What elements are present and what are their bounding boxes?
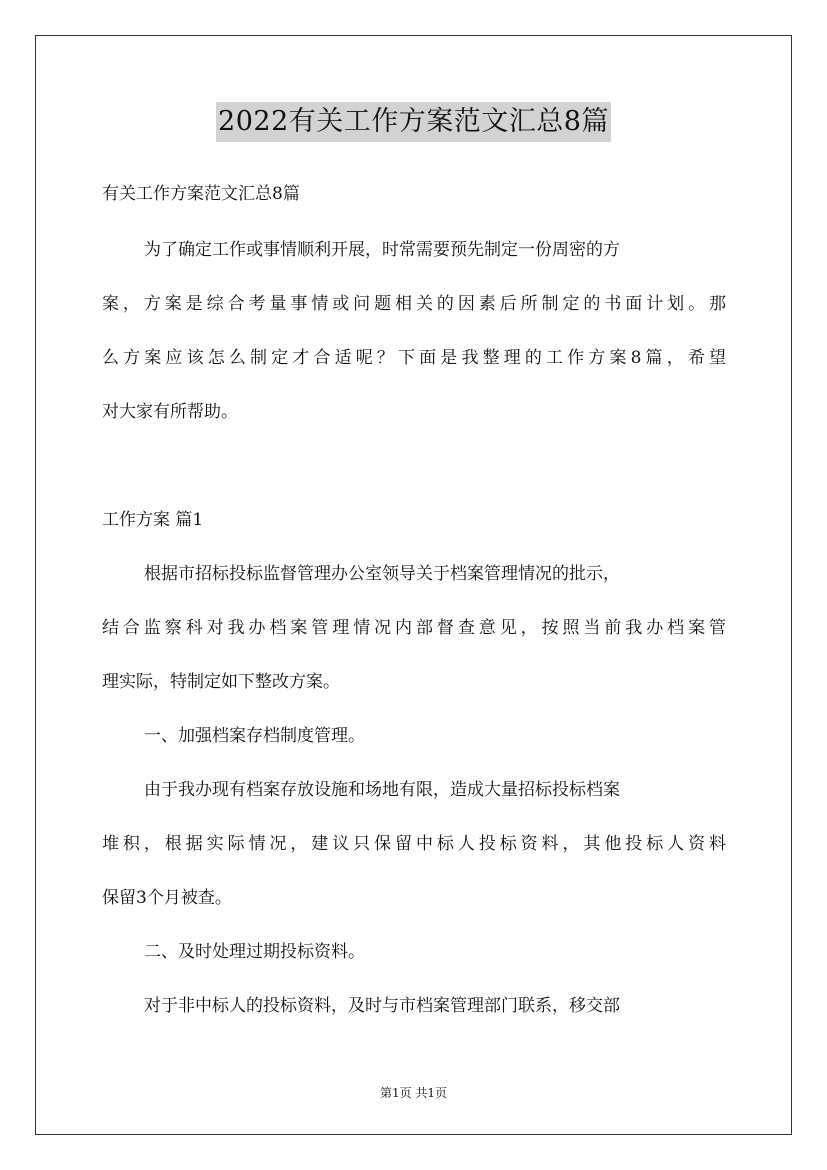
intro-line-1: 为了确定工作或事情顺利开展，时常需要预先制定一份周密的方 <box>144 240 620 260</box>
document-subtitle: 有关工作方案范文汇总8篇 <box>102 184 300 204</box>
body-line-1: 根据市招标投标监督管理办公室领导关于档案管理情况的批示， <box>144 564 620 584</box>
document-title: 2022有关工作方案范文汇总8篇 <box>216 102 611 142</box>
intro-line-3: 么方案应该怎么制定才合适呢？下面是我整理的工作方案8篇，希望 <box>102 348 726 368</box>
title-container <box>0 102 827 142</box>
body-line-5: 由于我办现有档案存放设施和场地有限，造成大量招标投标档案 <box>144 780 620 800</box>
intro-line-4: 对大家有所帮助。 <box>102 402 238 422</box>
body-line-8: 二、及时处理过期投标资料。 <box>144 942 365 962</box>
body-line-2: 结合监察科对我办档案管理情况内部督查意见，按照当前我办档案管 <box>102 618 726 638</box>
body-line-7: 保留3个月被查。 <box>102 888 232 908</box>
section-heading: 工作方案 篇1 <box>102 510 204 530</box>
intro-line-2: 案，方案是综合考量事情或问题相关的因素后所制定的书面计划。那 <box>102 294 726 314</box>
body-line-3: 理实际，特制定如下整改方案。 <box>102 672 340 692</box>
page-footer: 第1页 共1页 <box>379 1086 448 1100</box>
body-line-4: 一、加强档案存档制度管理。 <box>144 726 365 746</box>
body-line-6: 堆积，根据实际情况，建议只保留中标人投标资料，其他投标人资料 <box>102 834 726 854</box>
body-line-9: 对于非中标人的投标资料，及时与市档案管理部门联系，移交部 <box>144 996 620 1016</box>
